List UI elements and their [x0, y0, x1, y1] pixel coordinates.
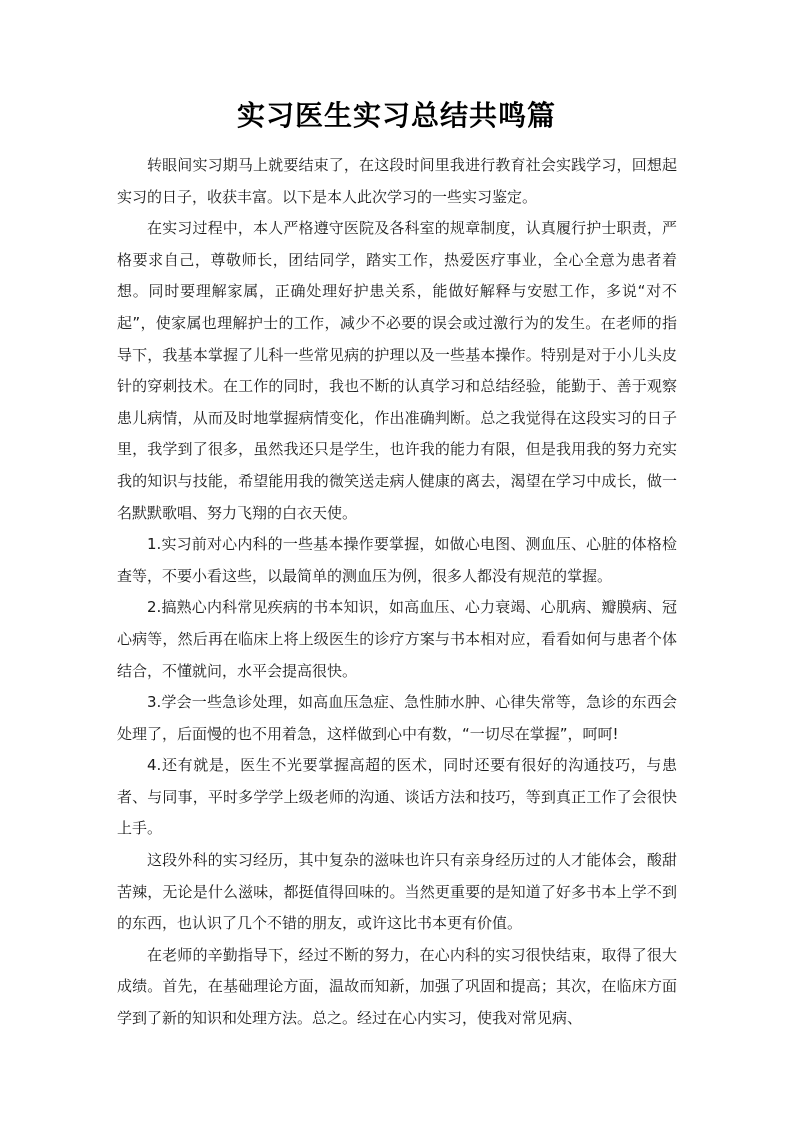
paragraph-item-3: 3.学会一些急诊处理，如高血压急症、急性肺水肿、心律失常等，急诊的东西会处理了，后面慢的也不用着急，这样做到心中有数，“一切尽在掌握”，呵呵!	[117, 693, 677, 743]
paragraph-item-4: 4.还有就是，医生不光要掌握高超的医术，同时还要有很好的沟通技巧，与患者、与同事，平时多学学上级老师的沟通、谈话方法和技巧，等到真正工作了会很快上手。	[117, 756, 677, 838]
document-title: 实习医生实习总结共鸣篇	[236, 99, 556, 132]
paragraph-item-1: 1.实习前对心内科的一些基本操作要掌握，如做心电图、测血压、心脏的体格检查等，不要小看这些，以最简单的测血压为例，很多人都没有规范的掌握。	[117, 535, 677, 585]
paragraph-surgery-experience: 这段外科的实习经历，其中复杂的滋味也许只有亲身经历过的人才能体会，酸甜苦辣，无论是什么滋味，都挺值得回味的。当然更重要的是知道了好多书本上学不到的东西，也认识了几个不错的朋友，或许这比书本更有价值。	[117, 851, 677, 933]
paragraph-conclusion: 在老师的辛勤指导下，经过不断的努力，在心内科的实习很快结束，取得了很大成绩。首先，在基础理论方面，温故而知新，加强了巩固和提高；其次，在临床方面学到了新的知识和处理方法。总之。经过在心内实习，使我对常见病、	[117, 945, 677, 1028]
paragraph-process: 在实习过程中，本人严格遵守医院及各科室的规章制度，认真履行护士职责，严格要求自己，尊敬师长，团结同学，踏实工作，热爱医疗事业，全心全意为患者着想。同时要理解家属，正确处理好护患关系，能做好解释与安慰工作，多说“对不起”，使家属也理解护士的工作，减少不必要的误会或过激行为的发生。在老师的指导下，我基本掌握了儿科一些常见病的护理以及一些基本操作。特别是对于小儿头皮针的穿刺技术。在工作的同时，我也不断的认真学习和总结经验，能勤于、善于观察患儿病情，从而及时地掌握病情变化，作出准确判断。总之我觉得在这段实习的日子里，我学到了很多，虽然我还只是学生，也许我的能力有限，但是我用我的努力充实我的知识与技能，希望能用我的微笑送走病人健康的离去，渴望在学习中成长，做一名默默歌唱、努力飞翔的白衣天使。	[117, 219, 677, 522]
paragraph-intro: 转眼间实习期马上就要结束了，在这段时间里我进行教育社会实践学习，回想起实习的日子，收获丰富。以下是本人此次学习的一些实习鉴定。	[117, 156, 677, 206]
paragraph-item-2: 2.搞熟心内科常见疾病的书本知识，如高血压、心力衰竭、心肌病、瓣膜病、冠心病等，然后再在临床上将上级医生的诊疗方案与书本相对应，看看如何与患者个体结合，不懂就问，水平会提高很快。	[117, 598, 677, 680]
document-body	[117, 150, 677, 1035]
